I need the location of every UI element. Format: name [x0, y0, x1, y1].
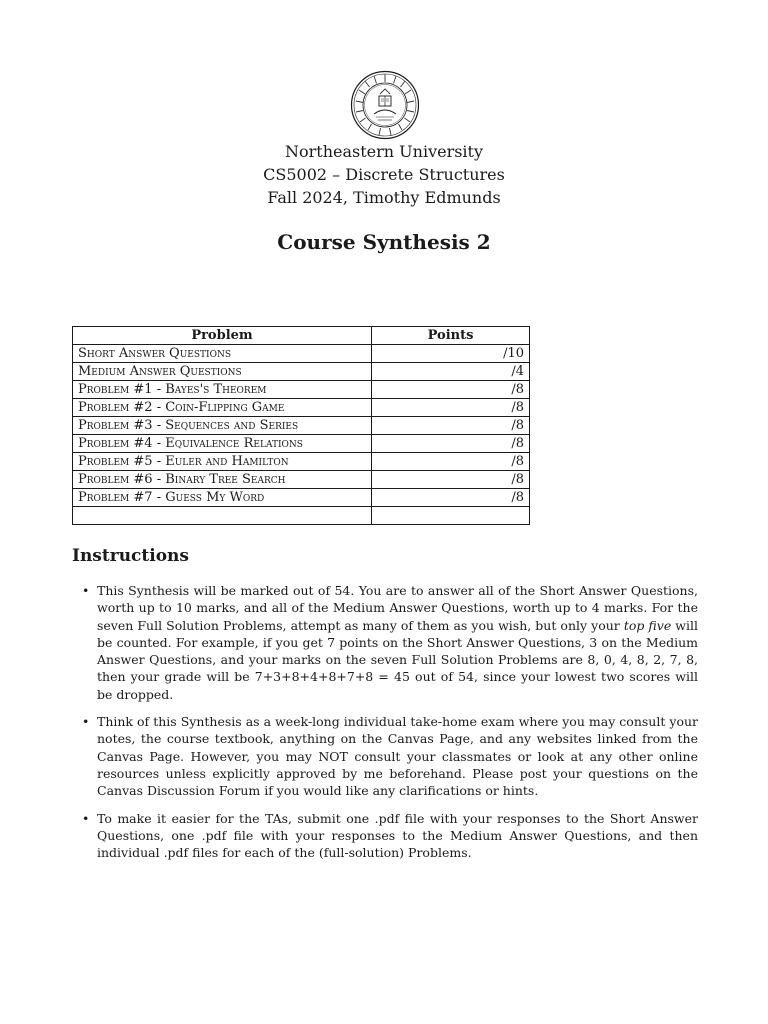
table-row [73, 417, 530, 435]
table-row [73, 399, 530, 417]
problem-points: /8 [372, 381, 530, 399]
table-row [73, 453, 530, 471]
instruction-text: To make it easier for the TAs, submit one .pdf file with your responses to the Short Answer Questions, one .pdf file with your responses to the Medium Answer Questions, and then individual .pdf files for each of the (full-solution) Problems. [97, 810, 698, 861]
total-row [73, 507, 530, 525]
total-label-cell [73, 507, 372, 525]
problem-name: Problem #7 - Guess My Word [73, 489, 372, 507]
university-seal-icon [350, 70, 420, 140]
table-row [73, 381, 530, 399]
problem-name: Medium Answer Questions [73, 363, 372, 381]
problem-column-header: Problem [73, 327, 372, 345]
list-item [72, 582, 698, 703]
table-row [73, 345, 530, 363]
table-row [73, 489, 530, 507]
problem-name: Problem #5 - Euler and Hamilton [73, 453, 372, 471]
instruction-emphasis: top five [623, 617, 672, 633]
problem-points: /8 [372, 453, 530, 471]
points-table [72, 326, 530, 525]
problem-points: /8 [372, 399, 530, 417]
list-item [72, 810, 698, 862]
problem-name: Problem #3 - Sequences and Series [73, 417, 372, 435]
problem-points: /8 [372, 489, 530, 507]
list-item [72, 713, 698, 799]
total-points-cell [372, 507, 530, 525]
problem-name: Problem #6 - Binary Tree Search [73, 471, 372, 489]
problem-points: /4 [372, 363, 530, 381]
problem-points: /8 [372, 471, 530, 489]
points-column-header: Points [372, 327, 530, 345]
bullet-icon: • [82, 810, 90, 826]
problem-name: Problem #4 - Equivalence Relations [73, 435, 372, 453]
instructions-list [72, 582, 698, 871]
table-row [73, 435, 530, 453]
table-row [73, 363, 530, 381]
instruction-text: Think of this Synthesis as a week-long individual take-home exam where you may consult your notes, the course textbook, anything on the Canvas Page, and any websites linked from the Canvas Page. However, you may NOT consult your classmates or look at any other online resources unless explicitly approved by me beforehand. Please post your questions on the Canvas Discussion Forum if you would like any clarifications or hints. [97, 714, 698, 799]
course-name: CS5002 – Discrete Structures [263, 165, 505, 184]
university-name: Northeastern University [284, 142, 484, 161]
instructions-heading: Instructions [72, 546, 189, 566]
table-row [73, 471, 530, 489]
document-title: Course Synthesis 2 [277, 230, 491, 254]
document-header [0, 140, 768, 209]
problem-points: /8 [372, 435, 530, 453]
problem-name: Problem #1 - Bayes's Theorem [73, 381, 372, 399]
instruction-text: This Synthesis will be marked out of 54. You are to answer all of the Short Answer Questions, worth up to 10 marks, and all of the Medium Answer Questions, worth up to 4 marks. For the seven Full Solution Problems, attempt as many of them as you wish, but only your [97, 583, 698, 633]
problem-points: /10 [372, 345, 530, 363]
term-instructor: Fall 2024, Timothy Edmunds [267, 188, 501, 207]
problem-name: Short Answer Questions [73, 345, 372, 363]
problem-name: Problem #2 - Coin-Flipping Game [73, 399, 372, 417]
bullet-icon: • [82, 583, 90, 598]
problem-points: /8 [372, 417, 530, 435]
instruction-text: will be counted. For example, if you get 7 points on the Short Answer Questions, 3 on the Medium Answer Questions, and your marks on the seven Full Solution Problems are 8, 0, 4, 8, 2, 7, 8, then your grade will be 7+3+8+4+8+7+8 = 45 out of 54, since your lowest two scores will be dropped. [97, 617, 698, 702]
bullet-icon: • [82, 714, 90, 730]
